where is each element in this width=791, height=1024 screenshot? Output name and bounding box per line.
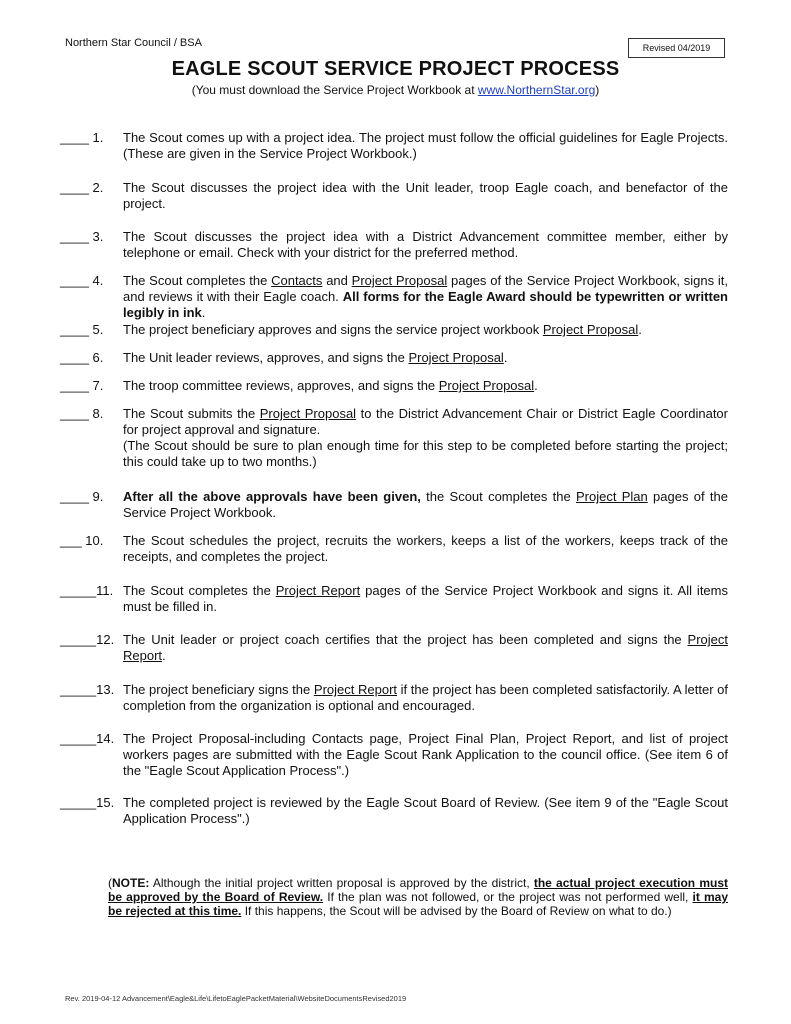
step-text-part: . xyxy=(503,350,508,365)
step-text xyxy=(123,350,728,366)
note-paren: ( xyxy=(108,876,112,890)
step-text xyxy=(123,130,728,162)
forms-requirement-bold: All forms for the Eagle Award should be typewritten or written legibly in ink xyxy=(123,289,728,320)
website-link[interactable]: www.NorthernStar.org xyxy=(477,83,596,97)
step-text-part: pages of the Service Project Workbook, signs it, and reviews it with their Eagle coach. xyxy=(123,273,728,304)
step-blank: ____ 1. xyxy=(60,130,104,145)
note-emphasis: the actual project execution must be approved by the Board of Review. xyxy=(108,876,729,904)
step-text xyxy=(123,795,728,827)
note-text: If this happens, the Scout will be advised by the Board of Review on what to do.) xyxy=(241,904,672,918)
step-text xyxy=(123,229,728,261)
note-text: If the plan was not followed, or the project was not performed well, xyxy=(323,890,693,904)
step-text-part: The project beneficiary approves and signs the service project workbook xyxy=(123,322,543,337)
step-text-part: to the District Advancement Chair or District Eagle Coordinator for project approval and signature. xyxy=(123,406,728,437)
step-text-part: The troop committee reviews, approves, and signs the xyxy=(123,378,439,393)
step-blank: ____ 9. xyxy=(60,489,104,504)
council-name: Northern Star Council / BSA xyxy=(65,37,202,49)
step-blank: ____ 3. xyxy=(60,229,104,244)
step-text-part: The Scout schedules the project, recruits the workers, keeps a list of the workers, keeps track of the receipts, and completes the project. xyxy=(123,533,728,564)
step-blank: ____ 6. xyxy=(60,350,104,365)
note-label: NOTE: xyxy=(112,876,150,890)
step-text xyxy=(123,632,728,664)
step-text-part: pages of the Service Project Workbook. xyxy=(123,489,728,520)
step-blank: _____11. xyxy=(60,583,114,598)
step-10 xyxy=(60,533,728,565)
step-2 xyxy=(60,180,728,212)
step-text xyxy=(123,378,728,394)
step-text-part: the Scout completes the xyxy=(420,489,576,504)
step-4 xyxy=(60,273,728,321)
step-text-part: The Project Proposal-including Contacts page, Project Final Plan, Project Report, and list of project workers pages are submitted with the Eagle Scout Rank Application to the council office. (See item 6 of the "Eagle Scout Application Process".) xyxy=(123,731,728,778)
step-text-part: pages of the Service Project Workbook and signs it. All items must be filled in. xyxy=(123,583,728,614)
subtitle-text: (You must download the Service Project Workbook at xyxy=(191,83,478,97)
project-proposal-ref: Project Proposal xyxy=(542,322,639,337)
project-proposal-ref: Project Proposal xyxy=(408,350,504,365)
step-blank: ____ 8. xyxy=(60,406,104,421)
project-proposal-ref: Project Proposal xyxy=(438,378,535,393)
project-report-ref: Project Report xyxy=(313,682,398,697)
note-paragraph xyxy=(108,876,728,918)
step-text-part: The Unit leader reviews, approves, and signs the xyxy=(123,350,409,365)
project-report-ref: Project Report xyxy=(123,632,728,663)
project-plan-ref: Project Plan xyxy=(575,489,648,504)
step-blank: _____12. xyxy=(60,632,115,647)
step-text-part: . xyxy=(534,378,538,393)
step-text-part: The Scout completes the xyxy=(123,583,276,598)
step-blank: ____ 5. xyxy=(60,322,104,337)
step-text-part: . xyxy=(201,305,206,320)
step-text-part: The Unit leader or project coach certifies that the project has been completed and signs the xyxy=(123,632,688,647)
step-text xyxy=(123,533,728,565)
step-blank: ____ 7. xyxy=(60,378,104,393)
step-text-part: The Scout completes the xyxy=(123,273,272,288)
step-text-part: The Scout discusses the project idea with a District Advancement committee member, either by telephone or email. Check with your district for the preferred method. xyxy=(123,229,728,260)
step-text-part: if the project has been completed satisfactorily. A letter of completion from the organization is optional and encouraged. xyxy=(123,682,728,713)
step-8 xyxy=(60,406,728,470)
project-proposal-ref: Project Proposal xyxy=(351,273,448,288)
step-15 xyxy=(60,795,728,827)
step-text xyxy=(123,273,728,321)
step-text xyxy=(123,583,728,615)
step-13 xyxy=(60,682,728,714)
step-text xyxy=(123,180,728,212)
project-proposal-ref: Project Proposal xyxy=(259,406,357,421)
approvals-bold: After all the above approvals have been given, xyxy=(123,489,421,504)
subtitle-close: ) xyxy=(595,83,600,97)
step-text-part: . xyxy=(638,322,642,337)
step-text-part: The Scout comes up with a project idea. The project must follow the official guidelines for Eagle Projects. (These are given in the Service Project Workbook.) xyxy=(123,130,728,161)
step-text xyxy=(123,322,728,338)
revised-date-box: Revised 04/2019 xyxy=(628,38,725,58)
step-text xyxy=(123,682,728,714)
step-blank: _____14. xyxy=(60,731,115,746)
step-1 xyxy=(60,130,728,162)
revision-footer: Rev. 2019-04-12 Advancement\Eagle&Life\LifetoEaglePacketMaterial\WebsiteDocumentsRevised2019 xyxy=(65,994,407,1003)
step-text-part: . xyxy=(162,648,166,663)
step-text-part: The Scout discusses the project idea with the Unit leader, troop Eagle coach, and benefactor of the project. xyxy=(123,180,728,211)
page-title: EAGLE SCOUT SERVICE PROJECT PROCESS xyxy=(171,58,620,80)
step-3 xyxy=(60,229,728,261)
note-text: Although the initial project written proposal is approved by the district, xyxy=(149,876,534,890)
step-text-part: and xyxy=(322,273,352,288)
step-text xyxy=(123,731,728,779)
step-blank: ____ 2. xyxy=(60,180,104,195)
project-report-ref: Project Report xyxy=(275,583,361,598)
step-blank: ____ 4. xyxy=(60,273,104,288)
step-9 xyxy=(60,489,728,521)
step-14 xyxy=(60,731,728,779)
step-text-part: The Scout submits the xyxy=(123,406,260,421)
step-text-part: The completed project is reviewed by the Eagle Scout Board of Review. (See item 9 of the "Eagle Scout Application Process".) xyxy=(123,795,728,826)
step-blank: ___ 10. xyxy=(60,533,104,548)
step-text xyxy=(123,489,728,521)
step-blank: _____15. xyxy=(60,795,115,810)
step-12 xyxy=(60,632,728,664)
step-5 xyxy=(60,322,728,338)
contacts-ref: Contacts xyxy=(271,273,323,288)
step-text-note: (The Scout should be sure to plan enough time for this step to be completed before starting the project; this could take up to two months.) xyxy=(123,438,728,469)
step-text xyxy=(123,406,728,470)
step-6 xyxy=(60,350,728,366)
step-11 xyxy=(60,583,728,615)
step-blank: _____13. xyxy=(60,682,115,697)
step-text-part: The project beneficiary signs the xyxy=(123,682,314,697)
note-emphasis: it may be rejected at this time. xyxy=(108,890,729,918)
subtitle xyxy=(0,83,791,97)
step-7 xyxy=(60,378,728,394)
